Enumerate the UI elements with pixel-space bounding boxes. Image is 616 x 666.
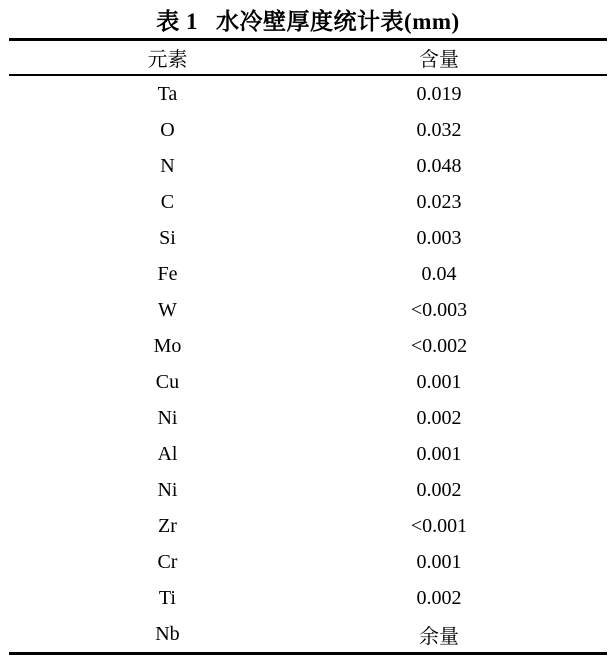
value-cell: 0.04 xyxy=(421,262,457,285)
element-cell: Cr xyxy=(157,550,178,573)
value-cell: 0.002 xyxy=(416,406,462,429)
element-cell: O xyxy=(160,118,175,141)
element-cell: Si xyxy=(159,226,176,249)
table-caption xyxy=(0,0,616,38)
value-cell: <0.001 xyxy=(410,514,468,537)
column-header-content: 含量 xyxy=(326,40,607,76)
element-cell: Ti xyxy=(158,586,176,609)
value-cell: 余量 xyxy=(418,625,459,648)
value-cell: 0.001 xyxy=(416,442,462,465)
element-cell: Ni xyxy=(157,478,178,501)
data-table xyxy=(9,38,607,655)
value-cell: 0.023 xyxy=(416,190,462,213)
element-cell: C xyxy=(160,190,175,213)
value-cell: 0.002 xyxy=(416,586,462,609)
table-row xyxy=(9,292,607,328)
table-row xyxy=(9,436,607,472)
element-cell: Fe xyxy=(157,262,178,285)
value-cell: <0.002 xyxy=(410,334,468,357)
value-cell: 0.048 xyxy=(416,154,462,177)
element-cell: Cu xyxy=(155,370,180,393)
value-cell: <0.003 xyxy=(410,298,468,321)
table-row xyxy=(9,472,607,508)
table-header-row xyxy=(9,40,607,76)
table-row xyxy=(9,364,607,400)
table-caption-number: 表 1 xyxy=(156,8,199,34)
element-cell: Ta xyxy=(157,82,178,105)
table-row xyxy=(9,75,607,112)
table-row xyxy=(9,256,607,292)
value-cell: 0.019 xyxy=(416,82,462,105)
table-row xyxy=(9,328,607,364)
value-cell: 0.001 xyxy=(416,550,462,573)
table-row xyxy=(9,544,607,580)
element-cell: Zr xyxy=(158,514,177,537)
table-row xyxy=(9,220,607,256)
element-cell: Nb xyxy=(155,622,180,645)
value-cell: 0.002 xyxy=(416,478,462,501)
element-cell: W xyxy=(158,298,177,321)
table-row xyxy=(9,400,607,436)
table-row xyxy=(9,184,607,220)
table-row xyxy=(9,148,607,184)
element-cell: Al xyxy=(157,442,178,465)
table-row xyxy=(9,508,607,544)
table-row xyxy=(9,580,607,616)
table-row xyxy=(9,112,607,148)
table-caption-title: 水冷壁厚度统计表(mm) xyxy=(216,8,460,34)
column-header-element: 元素 xyxy=(9,40,326,76)
element-cell: N xyxy=(160,154,175,177)
value-cell: 0.032 xyxy=(416,118,462,141)
element-cell: Ni xyxy=(157,406,178,429)
element-cell: Mo xyxy=(153,334,182,357)
table-row xyxy=(9,616,607,654)
value-cell: 0.001 xyxy=(416,370,462,393)
value-cell: 0.003 xyxy=(416,226,462,249)
